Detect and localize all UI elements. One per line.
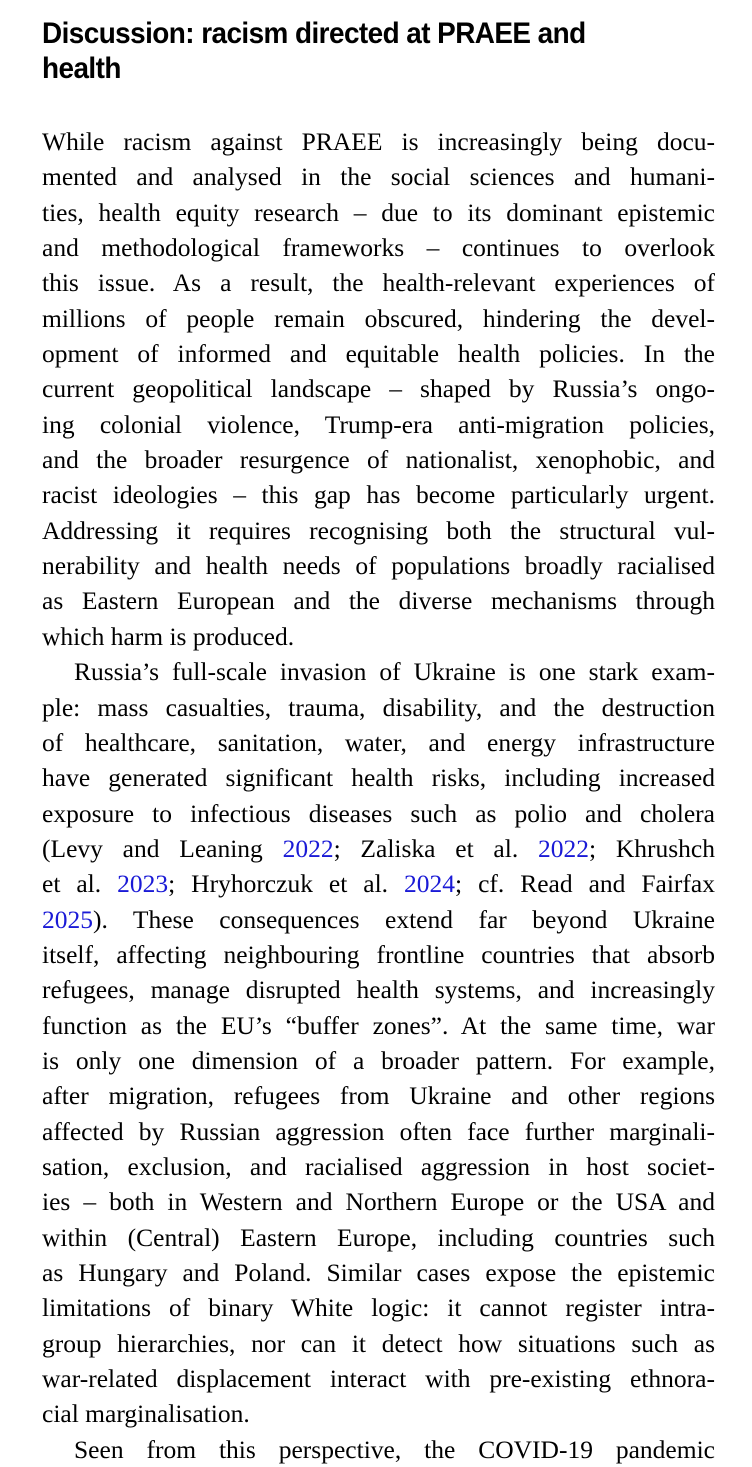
paragraph [42,654,715,1432]
text-run: ; Khrushch [589,833,716,863]
text-line: racist ideologies – this gap has become particularly urgent. [42,480,715,510]
text-line: itself, affecting neighbouring frontline countries that absorb [42,939,715,969]
text-line: millions of people remain obscured, hindering the devel- [42,303,715,333]
text-line: mented and analysed in the social sciences and humani- [42,162,715,192]
text-line: as Eastern European and the diverse mechanisms through [42,586,715,616]
citation-link[interactable]: 2025 [42,904,93,934]
text-line: nerability and health needs of populations broadly racialised [42,551,715,581]
text-line: exposure to infectious diseases such as polio and cholera [42,798,715,828]
text-line: Russia’s full-scale invasion of Ukraine is one stark exam- [74,657,715,687]
section-heading-line: health [42,52,121,85]
text-line: ies – both in Western and Northern Europe or the USA and [42,1187,715,1217]
text-line: current geopolitical landscape – shaped by Russia’s ongo- [42,374,715,404]
text-line: and methodological frameworks – continues to overlook [42,233,715,263]
text-line: refugees, manage disrupted health systems, and increasingly [42,975,715,1005]
body-text [42,124,715,1467]
text-line: Addressing it requires recognising both the structural vul- [42,515,715,545]
text-line: ple: mass casualties, trauma, disability, and the destruction [42,692,715,722]
section-heading [42,16,712,86]
citation-link[interactable]: 2022 [282,833,334,863]
text-run: ; Hryhorczuk et al. [168,869,405,899]
text-run: ; Zaliska et al. [333,833,538,863]
text-line: have generated significant health risks, including increased [42,763,715,793]
text-line: opment of informed and equitable health policies. In the [42,339,715,369]
text-line: ing colonial violence, Trump-era anti-migration policies, [42,409,715,439]
section-heading-line: Discussion: racism directed at PRAEE and [42,17,586,50]
text-line: sation, exclusion, and racialised aggression in host societ- [42,1151,715,1181]
text-run: ). These consequences extend far beyond Ukraine [93,904,715,934]
text-line: after migration, refugees from Ukraine and other regions [42,1081,715,1111]
text-line: which harm is produced. [42,621,295,651]
text-line: function as the EU’s “buffer zones”. At the same time, war [42,1010,715,1040]
document-page [42,0,716,1464]
paragraph [42,124,715,654]
text-run: et al. [42,869,118,899]
text-line: cial marginalisation. [42,1399,250,1429]
text-run: (Levy and Leaning [42,833,283,863]
text-line: this issue. As a result, the health-relevant experiences of [42,268,715,298]
text-line: limitations of binary White logic: it cannot register intra- [42,1293,715,1323]
text-line: as Hungary and Poland. Similar cases expose the epistemic [42,1258,715,1287]
text-line: group hierarchies, nor can it detect how situations such as [42,1328,715,1358]
citation-link[interactable]: 2024 [404,869,456,899]
text-run: ; cf. Read and Fairfax [455,869,715,899]
citation-line [42,902,715,937]
text-line: Seen from this perspective, the COVID-19 pandemic [74,1434,715,1464]
text-line: of healthcare, sanitation, water, and energy infrastructure [42,727,715,757]
citation-line [42,866,715,901]
text-line: While racism against PRAEE is increasingly being docu- [42,127,715,156]
citation-line [42,831,715,866]
text-line: ties, health equity research – due to its dominant epistemic [42,197,715,227]
text-line: affected by Russian aggression often face further marginali- [42,1116,715,1146]
citation-link[interactable]: 2023 [117,869,169,899]
text-line: and the broader resurgence of nationalist, xenophobic, and [42,445,715,475]
text-line: within (Central) Eastern Europe, including countries such [42,1222,715,1252]
citation-link[interactable]: 2022 [538,833,589,863]
text-line: is only one dimension of a broader pattern. For example, [42,1045,715,1075]
text-line: war-related displacement interact with pre-existing ethnora- [42,1364,715,1394]
